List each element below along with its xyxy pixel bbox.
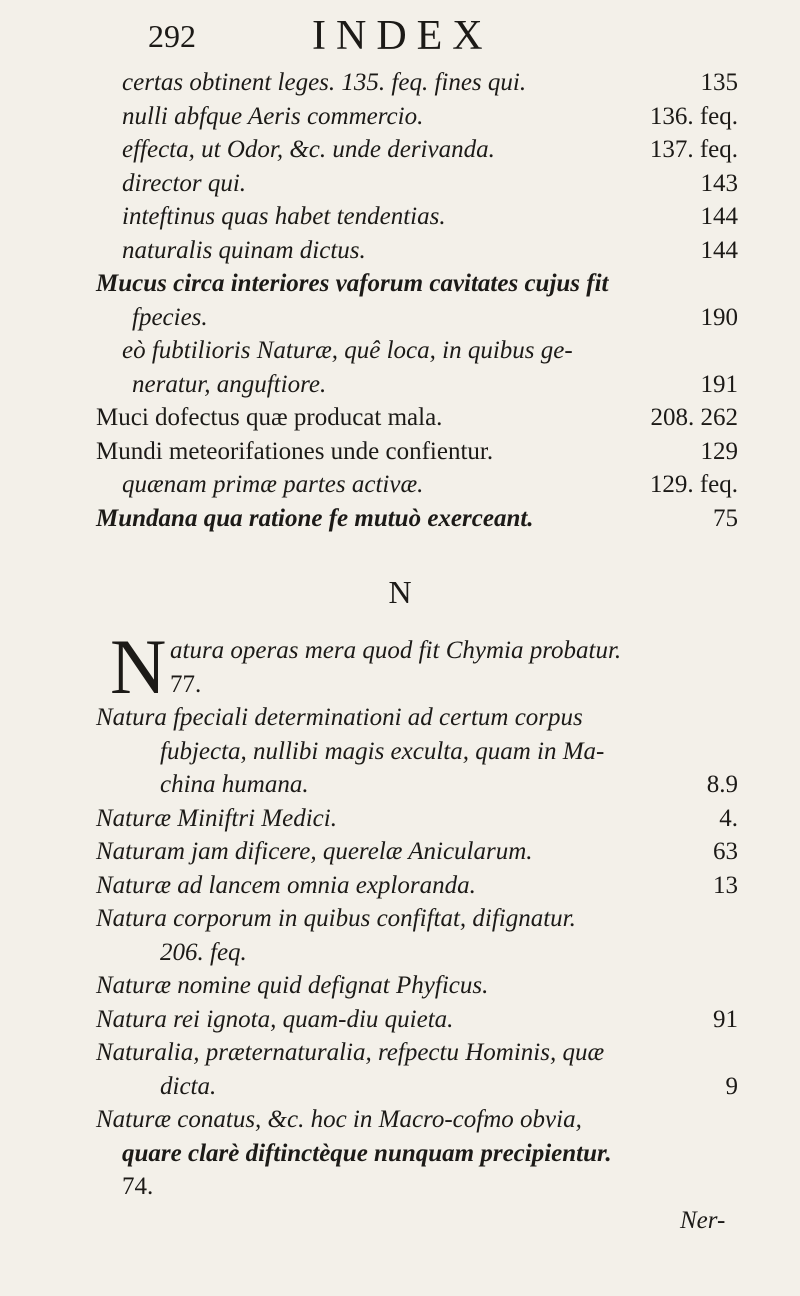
page-title: INDEX	[312, 13, 493, 59]
entry-text: 74.	[122, 1173, 154, 1200]
section-letter: N	[388, 574, 412, 610]
entry-text: fpecies.	[132, 303, 208, 331]
entry-text: director qui.	[122, 169, 247, 197]
entry-page-ref: 144	[700, 236, 738, 264]
entry-page-ref: 136. feq.	[649, 102, 738, 130]
entry-text: inteftinus quas habet tendentias.	[122, 203, 446, 230]
entry-text: Naturæ conatus, &c. hoc in Macro-cofmo obvia,	[96, 1106, 582, 1133]
entry-page-ref: 208. 262	[650, 404, 738, 431]
entry-text: 77.	[170, 670, 202, 698]
entry-text: Naturam jam dificere, querelæ Anicularum.	[96, 838, 533, 865]
entry-text: certas obtinent leges. 135. feq. fines qui.	[122, 69, 527, 96]
entry-text: dicta.	[160, 1072, 217, 1100]
entry-text: Naturæ ad lancem omnia exploranda.	[96, 871, 476, 899]
page-header	[0, 8, 800, 58]
entry-page-ref: 4.	[719, 804, 738, 832]
entry-page-ref: 135	[700, 69, 738, 96]
entry-text: Natura fpeciali determinationi ad certum corpus	[96, 704, 583, 731]
entry-page-ref: 190	[700, 303, 738, 331]
entry-page-ref: 137. feq.	[649, 136, 738, 163]
entry-text: neratur, anguftiore.	[132, 370, 327, 398]
entry-text: Mundana qua ratione fe mutuò exerceant.	[96, 504, 534, 532]
entry-page-ref: 63	[713, 838, 738, 865]
entry-page-ref: 13	[713, 871, 738, 899]
drop-cap: N	[110, 623, 167, 710]
entry-text: eò fubtilioris Naturæ, quê loca, in quibus ge-	[122, 337, 573, 364]
entry-text: effecta, ut Odor, &c. unde derivanda.	[122, 136, 495, 163]
entry-text: atura operas mera quod fit Chymia probatur.	[170, 637, 622, 664]
entry-text: Mundi meteorifationes unde confientur.	[96, 437, 494, 465]
page-number: 292	[148, 18, 196, 54]
entry-text: china humana.	[160, 771, 309, 798]
entry-text: naturalis quinam dictus.	[122, 236, 366, 264]
entry-page-ref: 9	[725, 1072, 738, 1100]
entry-text: quare clarè diftinctèque nunquam precipientur.	[122, 1139, 612, 1167]
entry-text: fubjecta, nullibi magis exculta, quam in Ma-	[160, 737, 605, 765]
entry-page-ref: 129	[700, 437, 738, 465]
entry-page-ref: 143	[700, 169, 738, 197]
entry-text: 206. feq.	[160, 938, 247, 966]
entry-page-ref: 75	[713, 504, 738, 532]
entry-text: Ner-	[680, 1206, 726, 1234]
entry-text: Natura rei ignota, quam-diu quieta.	[96, 1005, 454, 1033]
entry-text: nulli abfque Aeris commercio.	[122, 102, 424, 130]
entry-text: Naturæ nomine quid defignat Phyficus.	[96, 972, 489, 999]
entry-text: Muci dofectus quæ producat mala.	[96, 404, 443, 431]
entry-page-ref: 8.9	[706, 771, 738, 798]
entry-page-ref: 191	[700, 370, 738, 398]
entry-text: Natura corporum in quibus confiftat, difignatur.	[96, 905, 576, 932]
entry-page-ref: 144	[700, 203, 738, 230]
entry-text: quænam primæ partes activæ.	[122, 471, 424, 498]
entry-text: Naturalia, præternaturalia, refpectu Hominis, quæ	[96, 1039, 605, 1066]
entry-text: Naturæ Miniftri Medici.	[96, 804, 337, 832]
entry-page-ref: 91	[713, 1005, 738, 1033]
entry-text: Mucus circa interiores vaforum cavitates cujus fit	[96, 270, 609, 297]
entry-page-ref: 129. feq.	[649, 471, 738, 498]
